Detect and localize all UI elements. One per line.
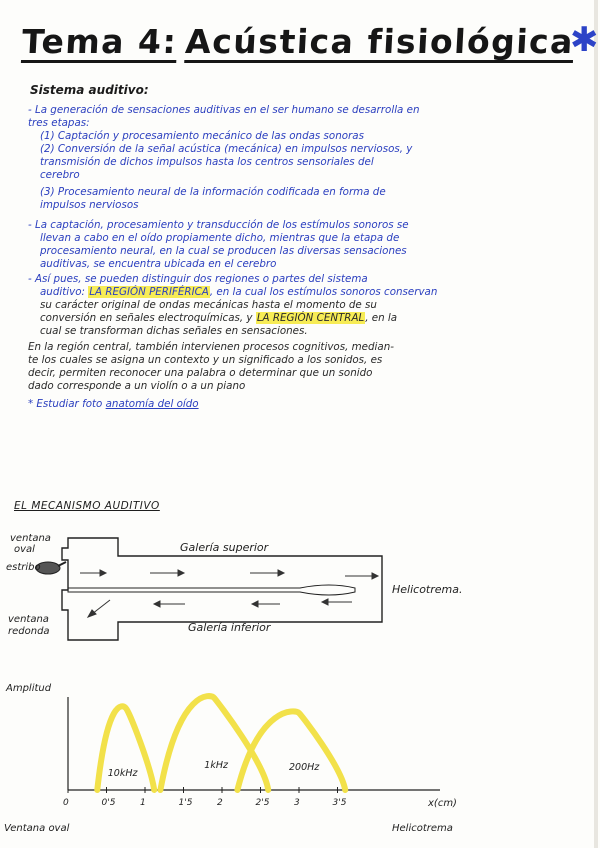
- x-tick-label: 2'5: [255, 798, 270, 808]
- graph-ylabel: Amplitud: [6, 683, 52, 694]
- mechanism-title: EL MECANISMO AUDITIVO: [14, 500, 160, 512]
- x-tick-label: 3: [294, 798, 300, 808]
- x-tick-label: 2: [217, 798, 223, 808]
- note-fragment: , en la: [365, 312, 398, 324]
- note-line: cual se transforman dichas señales en sensaciones.: [40, 325, 308, 337]
- note-fragment: conversión en señales electroquímicas, y: [40, 312, 253, 324]
- highlight-region-central: LA REGIÓN CENTRAL: [256, 312, 365, 324]
- note-line: - Así pues, se pueden distinguir dos regiones o partes del sistema: [28, 273, 368, 285]
- x-tick-label: 0: [63, 798, 69, 808]
- label-ventana-oval-2: oval: [14, 544, 35, 555]
- note-line: impulsos nerviosos: [40, 199, 139, 211]
- label-estribo: estribo: [6, 562, 41, 573]
- note-line: tres etapas:: [28, 117, 90, 129]
- x-tick-label: 1: [140, 798, 146, 808]
- note-line: decir, permiten reconocer una palabra o determinar que un sonido: [28, 367, 373, 379]
- study-note-link: anatomía del oído: [105, 398, 199, 410]
- asterisk-icon: ✱: [570, 20, 599, 60]
- label-ventana-redonda-2: redonda: [8, 626, 50, 637]
- note-line: procesamiento neural, en la cual se producen las diversas sensaciones: [40, 245, 407, 257]
- x-tick-label: 1'5: [178, 798, 193, 808]
- title-part-2: Acústica fisiológica: [184, 22, 576, 61]
- label-galeria-superior: Galería superior: [180, 541, 269, 554]
- note-line: - La generación de sensaciones auditivas en el ser humano se desarrolla en: [28, 104, 420, 116]
- peak-label: 1kHz: [204, 760, 228, 771]
- study-note-prefix: * Estudiar foto: [28, 398, 103, 410]
- note-line: transmisión de dichos impulsos hasta los centros sensoriales del: [40, 156, 374, 168]
- peak-labels: [108, 760, 321, 779]
- graph-xlabel: x(cm): [428, 798, 457, 809]
- amplitude-curve-3: [237, 711, 345, 790]
- label-ventana-oval-1: ventana: [10, 533, 51, 544]
- note-fragment: auditivo:: [40, 286, 85, 298]
- note-line: te los cuales se asigna un contexto y un significado a los sonidos, es: [28, 354, 383, 366]
- graph-bottom-left: Ventana oval: [4, 823, 70, 834]
- note-line: (2) Conversión de la señal acústica (mecánica) en impulsos nerviosos, y: [40, 143, 413, 155]
- note-line: (3) Procesamiento neural de la información codificada en forma de: [40, 186, 386, 198]
- peak-label: 10kHz: [107, 768, 138, 779]
- note-fragment: , en la cual los estímulos sonoros conservan: [209, 286, 438, 298]
- x-tick-label: 3'5: [332, 798, 347, 808]
- section-title: Sistema auditivo:: [30, 83, 149, 97]
- peak-label: 200Hz: [289, 762, 320, 773]
- label-ventana-redonda-1: ventana: [8, 614, 49, 625]
- label-galeria-inferior: Galería inferior: [188, 621, 271, 634]
- title-part-1: Tema 4:: [20, 22, 179, 61]
- note-line: auditivas, se encuentra ubicada en el cerebro: [40, 258, 277, 270]
- graph-bottom-right: Helicotrema: [392, 823, 453, 834]
- x-tick-label: 0'5: [101, 798, 116, 808]
- note-line: llevan a cabo en el oído propiamente dicho, mientras que la etapa de: [40, 232, 400, 244]
- highlight-region-periferica: LA REGIÓN PERIFÉRICA: [89, 286, 209, 298]
- note-line: En la región central, también intervienen procesos cognitivos, median-: [28, 341, 394, 353]
- label-helicotrema: Helicotrema.: [392, 583, 463, 596]
- note-line: su carácter original de ondas mecánicas hasta el momento de su: [40, 299, 377, 311]
- note-line: (1) Captación y procesamiento mecánico de las ondas sonoras: [40, 130, 364, 142]
- note-line: cerebro: [40, 169, 80, 181]
- note-line: - La captación, procesamiento y transducción de los estímulos sonoros se: [28, 219, 409, 231]
- note-line: dado corresponde a un violín o a un piano: [28, 380, 246, 392]
